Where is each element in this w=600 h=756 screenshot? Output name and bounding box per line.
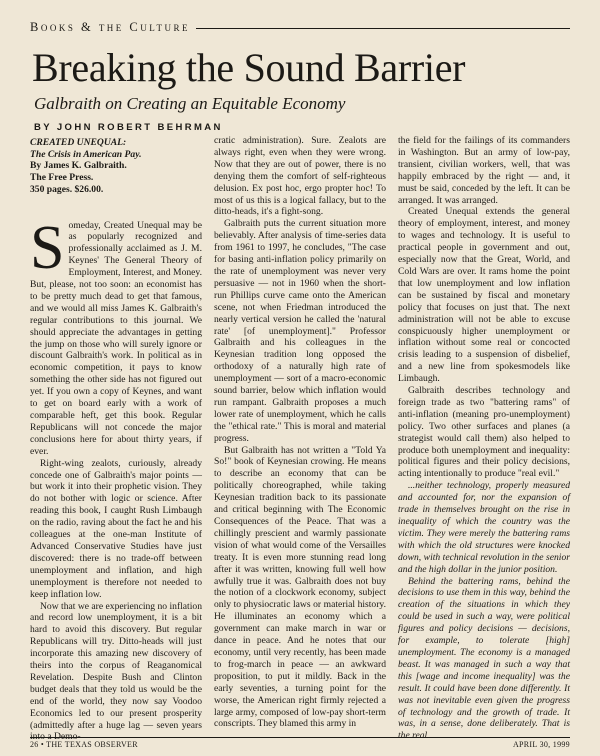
paragraph: Created Unequal extends the general theory of employment, interest, and money to wages and technology. It is useful to practical people in government and out, especially now that the Great, World, and Cold Wars are over. It rams home the point that low unemployment and low inflation can be sustained by fiscal and monetary policy that focuses on just that. The next administration will not be able to excuse conspicuously higher unemployment or inflation without some real or concocted crisis leading to a suspension of disbelief, and a new line from spokesmodels like Limbaugh.: [398, 206, 570, 385]
paragraph: cratic administration). Sure. Zealots are always right, even when they were wrong. Now that they are out of power, there is no denying them the comfort of self-righteous delusion. Ex post hoc, ergo propter hoc! To most of us this is a logical fallacy, but to the ditto-heads, it's a fight-song.: [214, 135, 386, 218]
column-1: [30, 135, 202, 743]
book-info: [30, 137, 202, 196]
section-label: Books & the Culture: [30, 19, 190, 34]
book-pages-price: 350 pages. $26.00.: [30, 183, 104, 195]
footer-date: APRIL 30, 1999: [512, 740, 570, 749]
paragraph: the field for the failings of its commanders in Washington. But an army of low-pay, transient, civilian workers, well, that was happily embraced by the right — and, it must be said, conceded by the left. It can be arranged. It was arranged.: [398, 135, 570, 206]
block-quote: Behind the battering rams, behind the decisions to use them in this way, behind the creation of the situations in which they could be used in such a way, were political figures and policy decisions — decisions, for example, to tolerate [high] unemployment. The economy is a managed beast. It was managed in such a way that this [wage and income inequality] was the result. It could have been done differently. It was not inevitable even given the progress of technology and the growth of trade. It was, in a sense, done deliberately. That is the real: [398, 575, 570, 742]
block-quote: ...neither technology, properly measured and accounted for, nor the expansion of trade in themselves brought on the rise in inequality of which the country was the victim. They were merely the battering rams with which the old structures were knocked down, with technical revolution in the senior and the high dollar in the junior position.: [398, 480, 570, 575]
paragraph: Now that we are experiencing no inflation and record low unemployment, it is a bit hard to avoid this discovery. But regular Republicans will try. Ditto-heads will just incorporate this amazing new discovery of theirs into the corpus of Reaganomical Revelation. Despite Bush and Clinton budget deals that they told us would be the end of the world, they now say Voodoo Economics led to our present prosperity (admittedly after a huge lag — seven years into a Demo-: [30, 600, 202, 743]
book-subtitle: The Crisis in American Pay.: [30, 148, 142, 160]
book-author: By James K. Galbraith.: [30, 160, 127, 172]
column-3: [398, 135, 570, 743]
paragraph: Right-wing zealots, curiously, already concede one of Galbraith's major points — but work it into their prophetic vision. They do not bother with logic or science. After reading this book, I caught Rush Limbaugh on the radio, raving about the fact he and his colleagues at the one-man Institute of Advanced Conservative Studies have just discovered: there is no trade-off between unemployment and inflation, and high unemployment is therefore not needed to keep inflation low.: [30, 457, 202, 600]
article-subtitle: Galbraith on Creating an Equitable Economy: [34, 94, 346, 113]
book-publisher: The Free Press.: [30, 172, 94, 184]
drop-cap: S: [30, 213, 65, 282]
article-title: Breaking the Sound Barrier: [32, 45, 466, 90]
paragraph: Galbraith describes technology and foreign trade as two "battering rams" of anti-inflation (meaning pro-unemployment) policy. Two other surfaces and planes (a strategist would call them) also helped to produce both unemployment and inequality: political figures and their policy decisions, acting intentionally to produce "real evil.": [398, 385, 570, 480]
book-title: CREATED UNEQUAL:: [30, 137, 127, 148]
paragraph: Galbraith puts the current situation more believably. After analysis of time-series data from 1961 to 1997, he concludes, "The case for basing anti-inflation policy primarily on the rate of unemployment was never very persuasive — not in 1960 when the short-run Phillips curve came onto the American scene, not when Friedman introduced the nearly vertical version he called the 'natural rate' [of unemployment]." Professor Galbraith and his colleagues in the Keynesian tradition long opposed the orthodoxy of a naturally high rate of unemployment — sort of a macro-economic sound barrier, below which inflation would run rampant. Galbraith proposes a much lower rate of unemployment, which he calls the "ethical rate." This is moral and material progress.: [214, 218, 386, 444]
paragraph: omeday, Created Unequal may be as popularly recognized and professionally acclaimed as J. M. Keynes' The General Theory of Employment, Interest, and Money. But, please, not too soon: an economist has to be pretty much dead to get that famous, and we would all miss James K. Galbraith's regular contributions to this journal. We should appreciate the advantages in getting the jump on those who will surely ignore or discount Galbraith's work. In political as in economic competition, it pays to know something the other side has not figured out yet. If you own a copy of Keynes, and want to get on board early with a work of comparable heft, get this book. Regular Republicans will not concede the major conclusions here for about thirty years, if ever.: [30, 219, 202, 457]
paragraph: But Galbraith has not written a "Told Ya So!" book of Keynesian crowing. He means to describe an economy that can be politically choreographed, while taking Keynesian tradition back to its passionate and critical beginning with The Economic Consequences of the Peace. That was a chillingly prescient and warmly passionate vision of what would come of the Versailles treaty. It is even more stunning read long after it was written, knowing full well how awfully true it was. Galbraith does not buy the notion of a clockwork economy, subject only to physiocratic laws or material history. He illuminates an economy which a government can make march in war or dance in peace. And he notes that our economy, until very recently, has been made to frog-march in peace — an awkward proposition, to put it mildly. Back in the early seventies, a turning point for the worse, the American right firmly rejected a large army, composed of low-pay short-term conscripts. They blamed this army in: [214, 444, 386, 730]
footer-folio: 26 • THE TEXAS OBSERVER: [30, 740, 138, 749]
page-footer: [30, 737, 570, 749]
section-rule: [196, 28, 570, 29]
column-2: [214, 135, 386, 743]
article-columns: [30, 135, 570, 743]
section-header: [30, 18, 570, 36]
byline: BY JOHN ROBERT BEHRMAN: [34, 122, 223, 133]
